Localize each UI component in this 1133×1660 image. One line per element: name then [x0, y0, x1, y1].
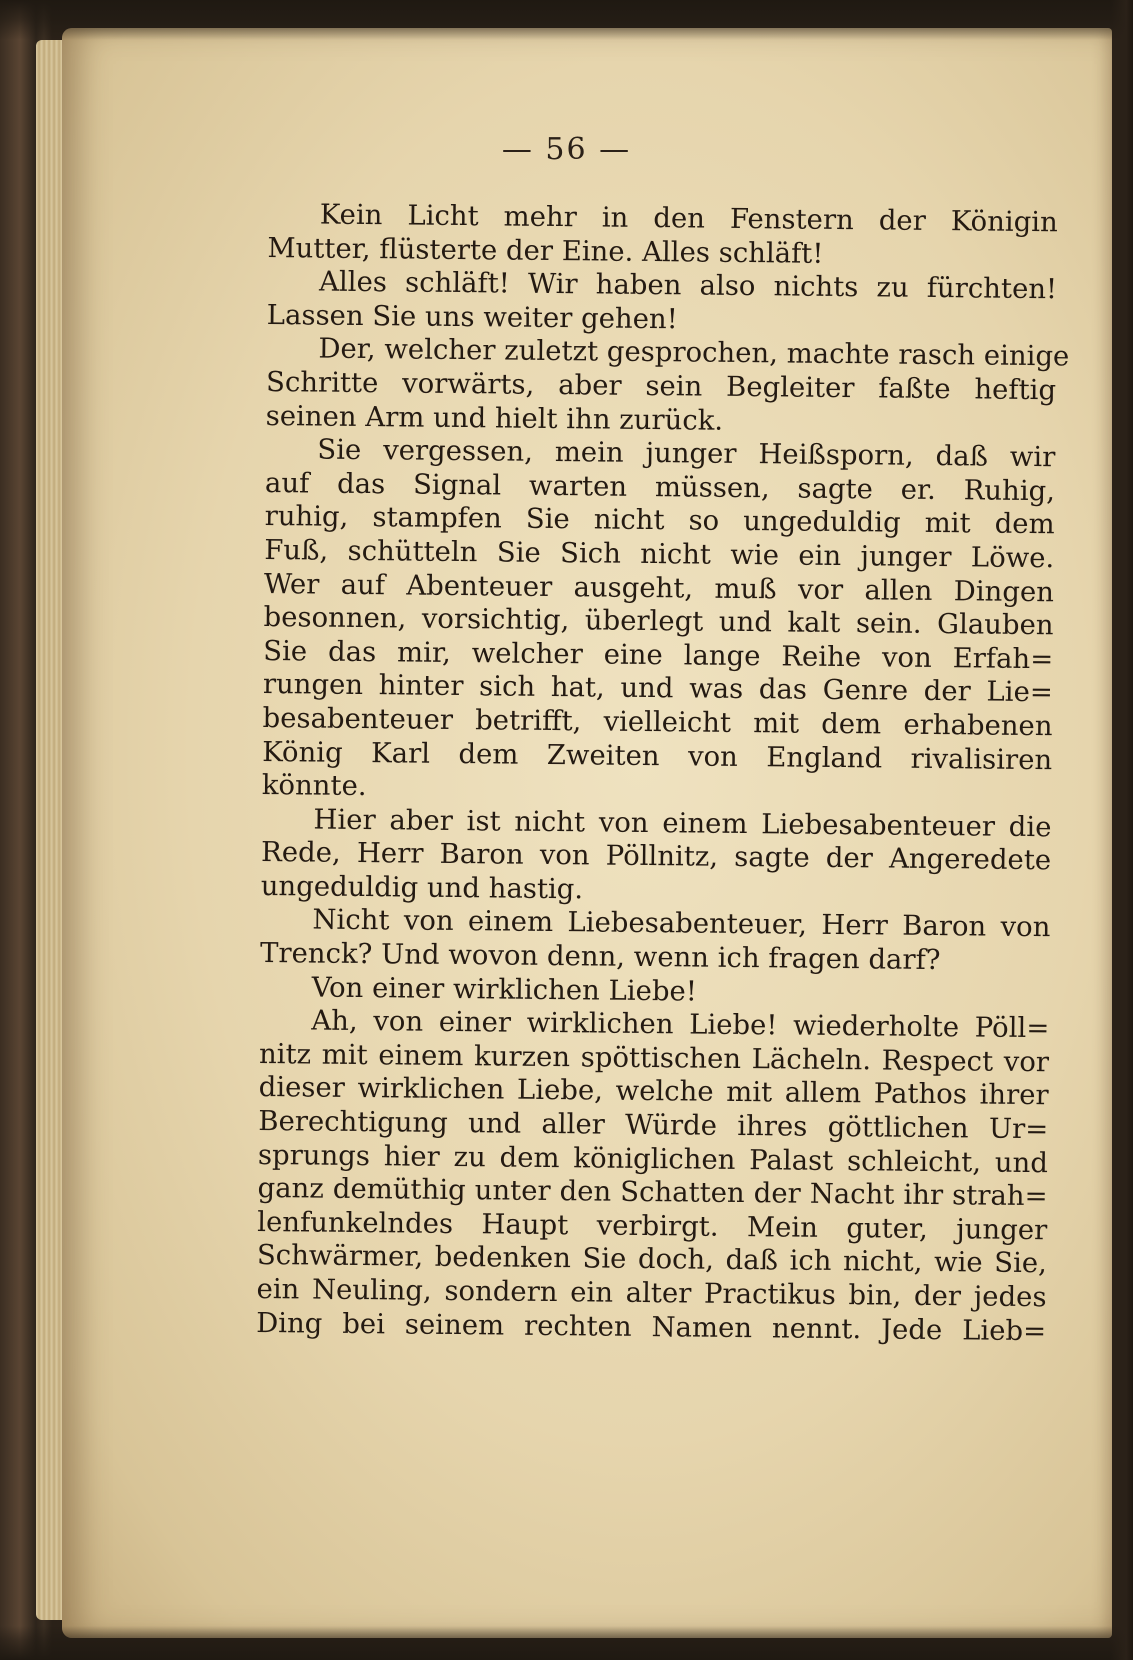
- right-edge-shadow: [1111, 0, 1133, 1660]
- text-line: sprungs hier zu dem königlichen Palast schleicht, und: [257, 1138, 1049, 1179]
- body-text: [256, 198, 1070, 1348]
- text-line: Schwärmer, bedenken Sie doch, daß ich nicht, wie Sie,: [256, 1239, 1048, 1280]
- text-line: Von einer wirklichen Liebe!: [311, 971, 698, 1008]
- bottom-shadow: [0, 1626, 1133, 1660]
- text-line: Schritte vorwärts, aber sein Begleiter faßte heftig: [265, 365, 1057, 407]
- text-line: besabenteuer betrifft, vielleicht mit dem erhabenen: [262, 701, 1053, 743]
- text-line: Fuß, schütteln Sie Sich nicht wie ein junger Löwe.: [264, 533, 1055, 575]
- text-line: Berechtigung und aller Würde ihres göttlichen Ur=: [258, 1104, 1049, 1146]
- page-number: — 56 —: [501, 132, 632, 167]
- text-line: Nicht von einem Liebesabenteuer, Herr Baron von: [312, 903, 1051, 944]
- text-line: Sie vergessen, mein junger Heißsporn, daß wir: [317, 433, 1056, 474]
- text-line: besonnen, vorsichtig, überlegt und kalt sein. Glauben: [263, 601, 1054, 642]
- text-line: Mutter, flüsterte der Eine. Alles schläft!: [267, 231, 824, 270]
- text-line: König Karl dem Zweiten von England rivalisiren: [262, 735, 1053, 776]
- text-line: seinen Arm und hielt ihn zurück.: [265, 399, 724, 437]
- text-line: könnte.: [261, 769, 367, 803]
- text-line: lenfunkelndes Haupt verbirgt. Mein guter, junger: [257, 1205, 1048, 1247]
- text-line: Ding bei seinem rechten Namen nennt. Jede Lieb=: [256, 1306, 1047, 1347]
- text-line: ganz demüthig unter den Schatten der Nacht ihr strah=: [257, 1172, 1048, 1213]
- text-line: rungen hinter sich hat, und was das Genre der Lie=: [262, 668, 1054, 709]
- text-line: ein Neuling, sondern ein alter Practikus bin, der jedes: [256, 1272, 1047, 1314]
- text-line: Lassen Sie uns weiter gehen!: [266, 298, 678, 336]
- text-line: Sie das mir, welcher eine lange Reihe von Erfah=: [263, 634, 1054, 675]
- text-line: Kein Licht mehr in den Fenstern der Königin: [319, 198, 1058, 239]
- text-line: ungeduldig und hastig.: [260, 869, 584, 906]
- text-line: Alles schläft! Wir haben also nichts zu fürchten!: [318, 265, 1058, 306]
- text-line: ruhig, stampfen Sie nicht so ungeduldig mit dem: [264, 500, 1055, 541]
- text-line: auf das Signal warten müssen, sagte er. Ruhig,: [264, 466, 1056, 508]
- text-line: nitz mit einem kurzen spöttischen Lächeln. Respect vor: [258, 1037, 1050, 1079]
- text-line: Rede, Herr Baron von Pöllnitz, sagte der Angeredete: [260, 836, 1052, 877]
- text-line: dieser wirklichen Liebe, welche mit allem Pathos ihrer: [258, 1071, 1049, 1112]
- text-line: Ah, von einer wirklichen Liebe! wiederholte Pöll=: [311, 1004, 1050, 1045]
- text-line: Der, welcher zuletzt gesprochen, machte rasch einige: [318, 332, 1070, 373]
- top-shadow: [0, 0, 1133, 40]
- text-line: Trenck? Und wovon denn, wenn ich fragen darf?: [259, 937, 941, 977]
- text-line: Wer auf Abenteuer ausgeht, muß vor allen Dingen: [263, 567, 1055, 608]
- text-line: Hier aber ist nicht von einem Liebesabenteuer die: [313, 803, 1052, 843]
